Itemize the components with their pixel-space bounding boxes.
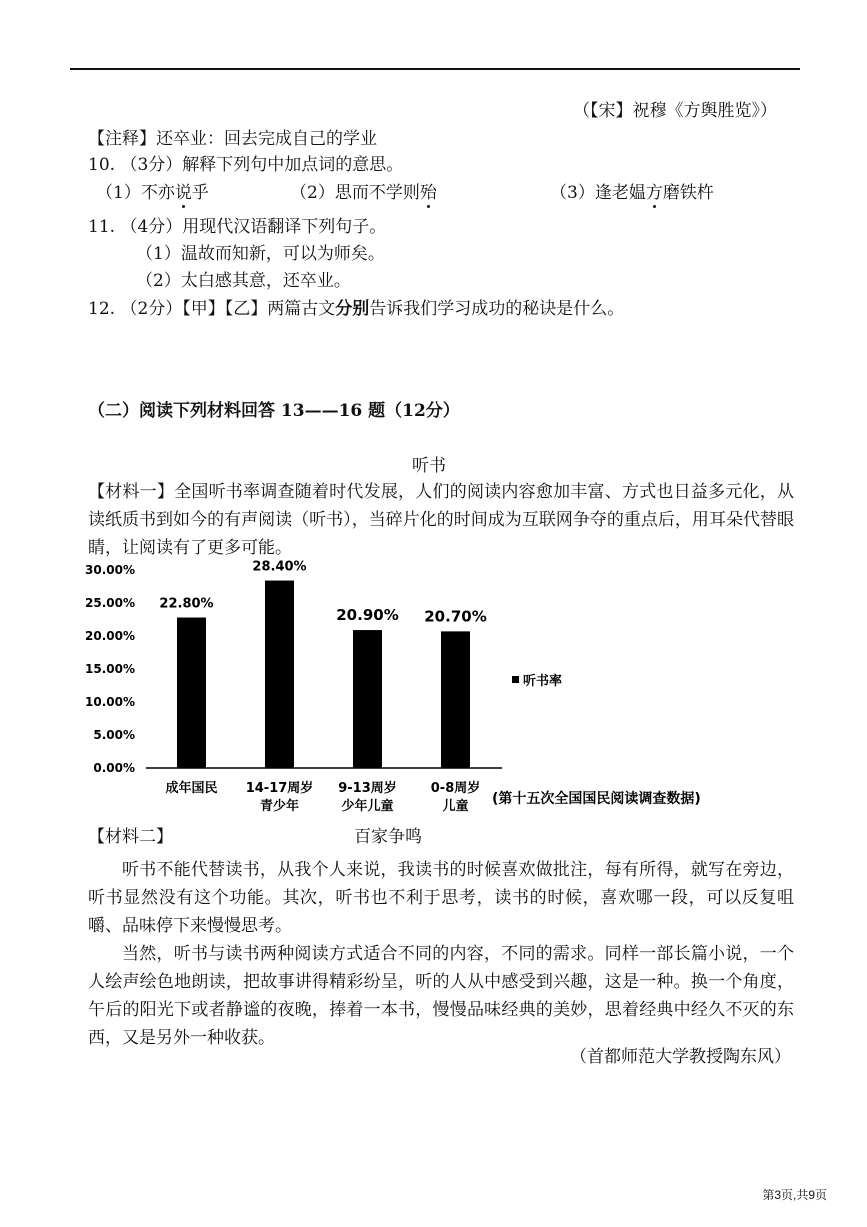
passage-title: 听书: [412, 456, 446, 476]
question-12: 12. （2分）【甲】【乙】两篇古文分别告诉我们学习成功的秘诀是什么。: [88, 299, 625, 319]
question-11: 11. （4分）用现代汉语翻译下列句子。: [88, 217, 387, 237]
y-tick-label: 0.00%: [93, 761, 135, 775]
material-2-title: 百家争鸣: [354, 827, 422, 847]
x-category-label: 儿童: [442, 799, 469, 814]
bar-value-label: 28.40%: [252, 559, 307, 575]
x-category-label: 0-8周岁: [430, 781, 481, 796]
y-tick-label: 5.00%: [93, 728, 135, 742]
bar-value-label: 20.70%: [424, 607, 487, 626]
bar-3: [353, 630, 382, 768]
material-2-attribution: （首都师范大学教授陶东风）: [570, 1047, 791, 1067]
q11-sentence-1: （1）温故而知新，可以为师矣。: [136, 244, 385, 264]
header-rule: [70, 68, 800, 70]
source-line: （【宋】祝穆《方舆胜览》）: [573, 101, 777, 121]
material-2-paragraph-2: 当然，听书与读书两种阅读方式适合不同的内容，不同的需求。同样一部长篇小说，一个人绘声绘色地朗读，把故事讲得精彩纷呈，听的人从中感受到兴趣，这是一种。换一个角度，午后的阳光下或者静谧的夜晚，捧着一本书，慢慢品味经典的美妙，思着经典中经久不灭的东西，又是另外一种收获。: [88, 944, 794, 1048]
bar-value-label: 22.80%: [159, 596, 214, 612]
material-2-paragraph-1: 听书不能代替读书，从我个人来说，我读书的时候喜欢做批注，每有所得，就写在旁边，听书显然没有这个功能。其次，听书也不利于思考，读书的时候，喜欢哪一段，可以反复咀嚼、品味停下来慢慢思考。: [88, 860, 794, 936]
x-category-label: 少年儿童: [341, 799, 394, 814]
page-number: 第3页,共9页: [762, 1188, 827, 1202]
q10-item-2: （2）思而不学则殆: [290, 183, 437, 203]
material-1-text: 【材料一】全国听书率调查随着时代发展，人们的阅读内容愈加丰富、方式也日益多元化，从读纸质书到如今的有声阅读（听书），当碎片化的时间成为互联网争夺的重点后，用耳朵代替眼睛，让阅读有了更多可能。: [88, 482, 794, 558]
q10-item-1: （1）不亦说乎: [96, 183, 209, 203]
material-2-label: 【材料二】: [88, 827, 173, 847]
y-tick-label: 25.00%: [85, 596, 135, 610]
legend-swatch: [512, 676, 519, 683]
bar-4: [441, 631, 470, 768]
bar-value-label: 20.90%: [336, 606, 399, 625]
y-tick-label: 30.00%: [85, 563, 135, 577]
bar-1: [177, 618, 206, 768]
chart-source-note: (第十五次全国国民阅读调查数据): [492, 791, 701, 807]
q11-sentence-2: （2）太白感其意，还卒业。: [136, 271, 351, 291]
x-category-label: 青少年: [259, 799, 300, 814]
question-10: 10. （3分）解释下列句中加点词的意思。: [88, 155, 404, 175]
legend-label: 听书率: [523, 674, 563, 689]
bar-2: [265, 581, 294, 768]
listening-rate-bar-chart: [80, 556, 800, 826]
x-category-label: 14-17周岁: [245, 781, 314, 796]
y-tick-label: 20.00%: [85, 629, 135, 643]
x-category-label: 9-13周岁: [338, 781, 397, 796]
y-tick-label: 15.00%: [85, 662, 135, 676]
x-category-label: 成年国民: [165, 781, 218, 796]
q10-item-3: （3）逢老媪方磨铁杵: [550, 183, 714, 203]
y-tick-label: 10.00%: [85, 695, 135, 709]
annotation-note: 【注释】还卒业：回去完成自己的学业: [88, 129, 377, 149]
section-2-title: （二）阅读下列材料回答 13——16 题（12分）: [88, 401, 460, 421]
